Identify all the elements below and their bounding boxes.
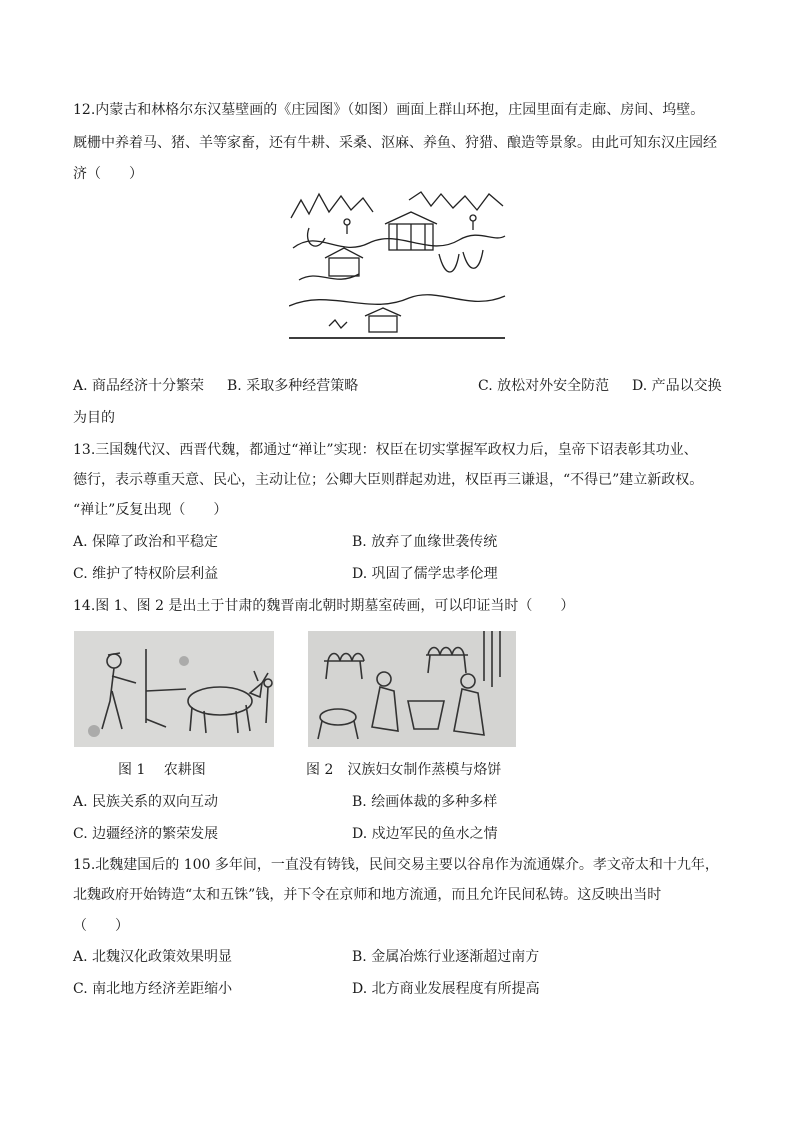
q14-option-b[interactable]: B. 绘画体裁的多种多样: [352, 794, 498, 810]
q12-stem-line1: 12.内蒙古和林格尔东汉墓壁画的《庄园图》（如图）画面上群山环抱，庄园里面有走廊、房间、坞壁。: [73, 102, 705, 118]
q13-option-b[interactable]: B. 放弃了血缘世袭传统: [352, 534, 498, 550]
q12-option-c[interactable]: C. 放松对外安全防范: [478, 378, 610, 394]
q12-option-d-continued: 为目的: [73, 410, 115, 426]
farming-brick-painting: [74, 631, 274, 747]
q13-stem-line3: “禅让”反复出现（ ）: [73, 502, 228, 518]
cooking-brick-painting: [308, 631, 516, 747]
q15-option-d[interactable]: D. 北方商业发展程度有所提高: [352, 981, 540, 997]
q14-option-c[interactable]: C. 边疆经济的繁荣发展: [73, 826, 219, 842]
q15-stem-line3: （ ）: [73, 918, 129, 934]
q13-stem-line1: 13.三国魏代汉、西晋代魏，都通过“禅让”实现：权臣在切实掌握军政权力后，皇帝下诏表彰其功业、: [73, 442, 698, 458]
q13-option-c[interactable]: C. 维护了特权阶层利益: [73, 566, 219, 582]
q15-stem-line1: 15.北魏建国后的 100 多年间，一直没有铸钱，民间交易主要以谷帛作为流通媒介。孝文帝太和十九年，: [73, 857, 719, 873]
figure-1-caption: 图 1 农耕图: [118, 762, 206, 778]
manor-mural-figure: [289, 188, 507, 344]
figure-2-caption: 图 2 汉族妇女制作蒸模与烙饼: [306, 762, 502, 778]
q13-option-d[interactable]: D. 巩固了儒学忠孝伦理: [352, 566, 498, 582]
q13-option-a[interactable]: A. 保障了政治和平稳定: [73, 534, 219, 550]
q14-option-a[interactable]: A. 民族关系的双向互动: [73, 794, 219, 810]
q15-option-b[interactable]: B. 金属冶炼行业逐渐超过南方: [352, 949, 540, 965]
q12-option-b[interactable]: B. 采取多种经营策略: [227, 378, 359, 394]
q15-stem-line2: 北魏政府开始铸造“太和五铢”钱，并下令在京师和地方流通，而且允许民间私铸。这反映出当时: [73, 887, 662, 903]
q12-option-a[interactable]: A. 商品经济十分繁荣: [73, 378, 205, 394]
q12-stem-line2: 厩栅中养着马、猪、羊等家畜，还有牛耕、采桑、沤麻、养鱼、狩猎、酿造等景象。由此可知东汉庄园经: [73, 135, 717, 151]
q15-option-a[interactable]: A. 北魏汉化政策效果明显: [73, 949, 233, 965]
q15-option-c[interactable]: C. 南北地方经济差距缩小: [73, 981, 233, 997]
q13-stem-line2: 德行，表示尊重天意、民心，主动让位；公卿大臣则群起劝进，权臣再三谦退，“不得已”建立新政权。: [73, 472, 704, 488]
q14-stem-line1: 14.图 1、图 2 是出土于甘肃的魏晋南北朝时期墓室砖画，可以印证当时（ ）: [73, 598, 575, 614]
q14-option-d[interactable]: D. 戍边军民的鱼水之情: [352, 826, 498, 842]
q12-stem-line3: 济（ ）: [73, 166, 143, 182]
q12-option-d[interactable]: D. 产品以交换: [632, 378, 722, 394]
